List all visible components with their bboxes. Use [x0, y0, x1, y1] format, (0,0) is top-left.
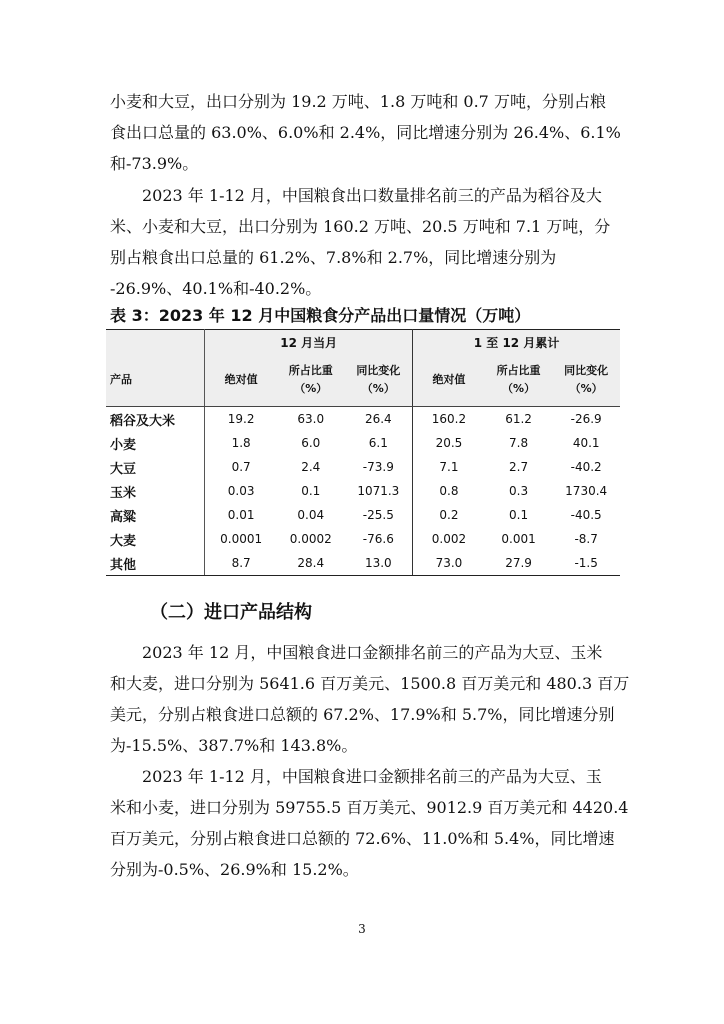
text-line: 2023 年 1-12 月，中国粮食出口数量排名前三的产品为稻谷及大: [142, 186, 602, 205]
abs-dec-cell: 19.2: [227, 412, 255, 426]
yoy-dec-cell: -76.6: [345, 527, 413, 551]
col-abs-ytd: 绝对值: [413, 354, 485, 407]
yoy-ytd-cell: -26.9: [570, 412, 602, 426]
text-line: 和-73.9%。: [110, 154, 199, 173]
yoy-ytd-cell: -40.5: [570, 508, 602, 522]
col-yoy-dec: [345, 354, 413, 407]
yoy-dec-cell: -25.5: [345, 503, 413, 527]
yoy-dec-cell: 1071.3: [345, 479, 413, 503]
share-dec-cell: 2.4: [301, 460, 321, 474]
col-abs-dec: 绝对值: [205, 354, 277, 407]
yoy-ytd-cell: -40.2: [570, 460, 602, 474]
abs-dec-cell: 8.7: [205, 551, 277, 576]
col-share-unit: （%）: [294, 382, 328, 395]
table-group-header: [106, 330, 620, 355]
paragraph-export-top3-ytd: [110, 180, 620, 304]
product-name-cell: 其他: [106, 551, 205, 576]
share-ytd-cell: 0.1: [509, 508, 529, 522]
text-line: 米、小麦和大豆，出口分别为 160.2 万吨、20.5 万吨和 7.1 万吨，分: [110, 217, 611, 236]
abs-dec-cell: 0.01: [227, 508, 255, 522]
abs-ytd-cell: 0.2: [439, 508, 459, 522]
abs-ytd-cell: 0.8: [439, 484, 459, 498]
header-ytd: 1 至 12 月累计: [413, 330, 620, 355]
paragraph-export-top3-dec: [110, 86, 620, 179]
table-column-header: [106, 354, 620, 407]
col-product: 产品: [106, 354, 205, 407]
col-share-ytd: [485, 354, 553, 407]
share-dec-cell: 0.0002: [289, 532, 332, 546]
col-yoy-label: 同比变化: [356, 364, 401, 377]
export-table: [106, 329, 620, 576]
product-name-cell: 大豆: [106, 455, 205, 479]
abs-dec-cell: 0.7: [231, 460, 251, 474]
text-line: 和大麦，进口分别为 5641.6 百万美元、1500.8 百万美元和 480.3 百万: [110, 674, 630, 693]
yoy-dec-cell: 13.0: [345, 551, 413, 576]
share-ytd-cell: 27.9: [485, 551, 553, 576]
paragraph-import-top3-ytd: [110, 761, 629, 885]
col-share-unit: （%）: [502, 382, 536, 395]
share-dec-cell: 28.4: [277, 551, 345, 576]
abs-dec-cell: 1.8: [231, 436, 251, 450]
text-line: 2023 年 1-12 月，中国粮食进口金额排名前三的产品为大豆、玉: [142, 767, 602, 786]
header-dec: 12 月当月: [205, 330, 413, 355]
col-yoy-label: 同比变化: [564, 364, 609, 377]
table-row: [106, 455, 620, 479]
text-line: 食出口总量的 63.0%、6.0%和 2.4%，同比增速分别为 26.4%、6.1%: [110, 123, 621, 142]
col-share-label: 所占比重: [496, 364, 541, 377]
text-line: 为-15.5%、387.7%和 143.8%。: [110, 736, 358, 755]
section-heading: （二）进口产品结构: [150, 602, 312, 623]
yoy-dec-cell: -73.9: [345, 455, 413, 479]
share-ytd-cell: 2.7: [509, 460, 529, 474]
share-dec-cell: 6.0: [301, 436, 321, 450]
share-dec-cell: 63.0: [297, 412, 325, 426]
yoy-ytd-cell: -8.7: [574, 532, 598, 546]
text-line: 百万美元，分别占粮食进口总额的 72.6%、11.0%和 5.4%，同比增速: [110, 829, 615, 848]
col-yoy-unit: （%）: [361, 382, 395, 395]
table-caption: 表 3：2023 年 12 月中国粮食分产品出口量情况（万吨）: [110, 306, 531, 325]
abs-ytd-cell: 20.5: [435, 436, 463, 450]
text-line: -26.9%、40.1%和-40.2%。: [110, 279, 322, 298]
table-body: [106, 407, 620, 576]
table-row: [106, 527, 620, 551]
abs-ytd-cell: 73.0: [413, 551, 485, 576]
table-row: [106, 431, 620, 455]
abs-ytd-cell: 160.2: [431, 412, 467, 426]
product-name-cell: 高粱: [106, 503, 205, 527]
text-line: 别占粮食出口总量的 61.2%、7.8%和 2.7%，同比增速分别为: [110, 248, 557, 267]
table-row: [106, 479, 620, 503]
abs-dec-cell: 0.0001: [220, 532, 263, 546]
text-line: 小麦和大豆，出口分别为 19.2 万吨、1.8 万吨和 0.7 万吨，分别占粮: [110, 92, 606, 111]
share-ytd-cell: 61.2: [505, 412, 532, 426]
header-blank: [106, 330, 205, 355]
product-name-cell: 小麦: [106, 431, 205, 455]
col-yoy-unit: （%）: [569, 382, 603, 395]
share-ytd-cell: 0.3: [509, 484, 529, 498]
table-row: [106, 407, 620, 432]
yoy-ytd-cell: 40.1: [572, 436, 600, 450]
col-share-dec: [277, 354, 345, 407]
yoy-ytd-cell: -1.5: [552, 551, 620, 576]
product-name-cell: 稻谷及大米: [106, 407, 205, 432]
yoy-ytd-cell: 1730.4: [565, 484, 608, 498]
abs-dec-cell: 0.03: [227, 484, 255, 498]
table-row: [106, 551, 620, 576]
text-line: 2023 年 12 月，中国粮食进口金额排名前三的产品为大豆、玉米: [142, 643, 603, 662]
yoy-dec-cell: 26.4: [345, 407, 413, 432]
yoy-dec-cell: 6.1: [345, 431, 413, 455]
product-name-cell: 大麦: [106, 527, 205, 551]
paragraph-import-top3-dec: [110, 637, 630, 761]
page-number: 3: [358, 922, 366, 936]
share-dec-cell: 0.1: [301, 484, 321, 498]
share-ytd-cell: 0.001: [501, 532, 536, 546]
abs-ytd-cell: 0.002: [431, 532, 467, 546]
share-dec-cell: 0.04: [297, 508, 325, 522]
col-share-label: 所占比重: [288, 364, 333, 377]
product-name-cell: 玉米: [106, 479, 205, 503]
abs-ytd-cell: 7.1: [439, 460, 459, 474]
share-ytd-cell: 7.8: [509, 436, 529, 450]
col-yoy-ytd: [552, 354, 620, 407]
text-line: 美元，分别占粮食进口总额的 67.2%、17.9%和 5.7%，同比增速分别: [110, 705, 615, 724]
text-line: 米和小麦，进口分别为 59755.5 百万美元、9012.9 百万美元和 4420.4: [110, 798, 629, 817]
table-row: [106, 503, 620, 527]
text-line: 分别为-0.5%、26.9%和 15.2%。: [110, 860, 359, 879]
